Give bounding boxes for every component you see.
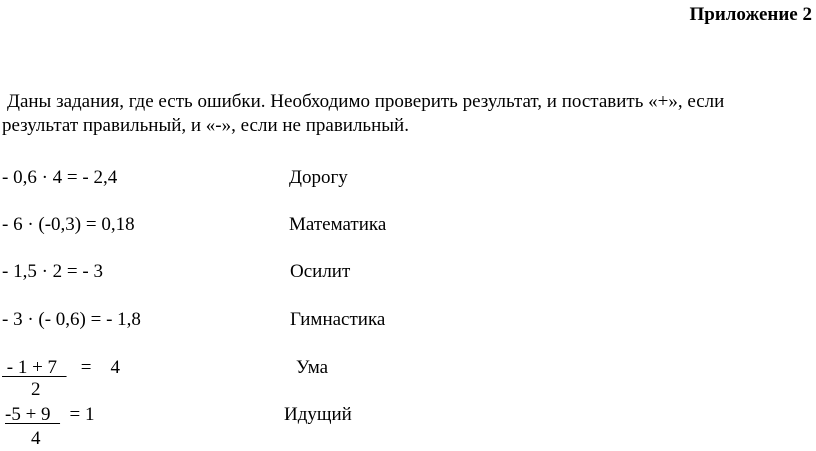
- fraction-numerator-6: -5 + 9: [5, 404, 61, 425]
- task-word-6: Идущий: [284, 404, 352, 425]
- instructions-paragraph: [2, 90, 814, 138]
- instructions-line-1: Даны задания, где есть ошибки. Необходимо проверить результат, и поставить «+», если: [7, 91, 725, 112]
- task-expression-4: - 3 · (- 0,6) = - 1,8: [2, 309, 141, 330]
- task-expression-5: [2, 357, 120, 379]
- task-expression-2: - 6 · (-0,3) = 0,18: [2, 214, 135, 235]
- appendix-label: Приложение 2: [689, 4, 812, 25]
- task-word-5: Ума: [296, 357, 329, 378]
- fraction-denominator-5: 2: [31, 379, 41, 400]
- task-word-3: Осилит: [290, 261, 351, 282]
- fraction-denominator-6: 4: [31, 428, 41, 449]
- fraction-rest-5: = 4: [66, 357, 121, 378]
- fraction-rest-6: = 1: [60, 404, 95, 425]
- task-expression-6: [5, 404, 95, 426]
- fraction-numerator-5: - 1 + 7: [2, 357, 67, 378]
- instructions-line-2: результат правильный, и «-», если не правильный.: [2, 115, 409, 136]
- task-word-4: Гимнастика: [290, 309, 386, 330]
- task-word-2: Математика: [289, 214, 387, 235]
- task-expression-1: - 0,6 · 4 = - 2,4: [2, 167, 118, 188]
- task-word-1: Дорогу: [289, 167, 348, 188]
- task-expression-3: - 1,5 · 2 = - 3: [2, 261, 103, 282]
